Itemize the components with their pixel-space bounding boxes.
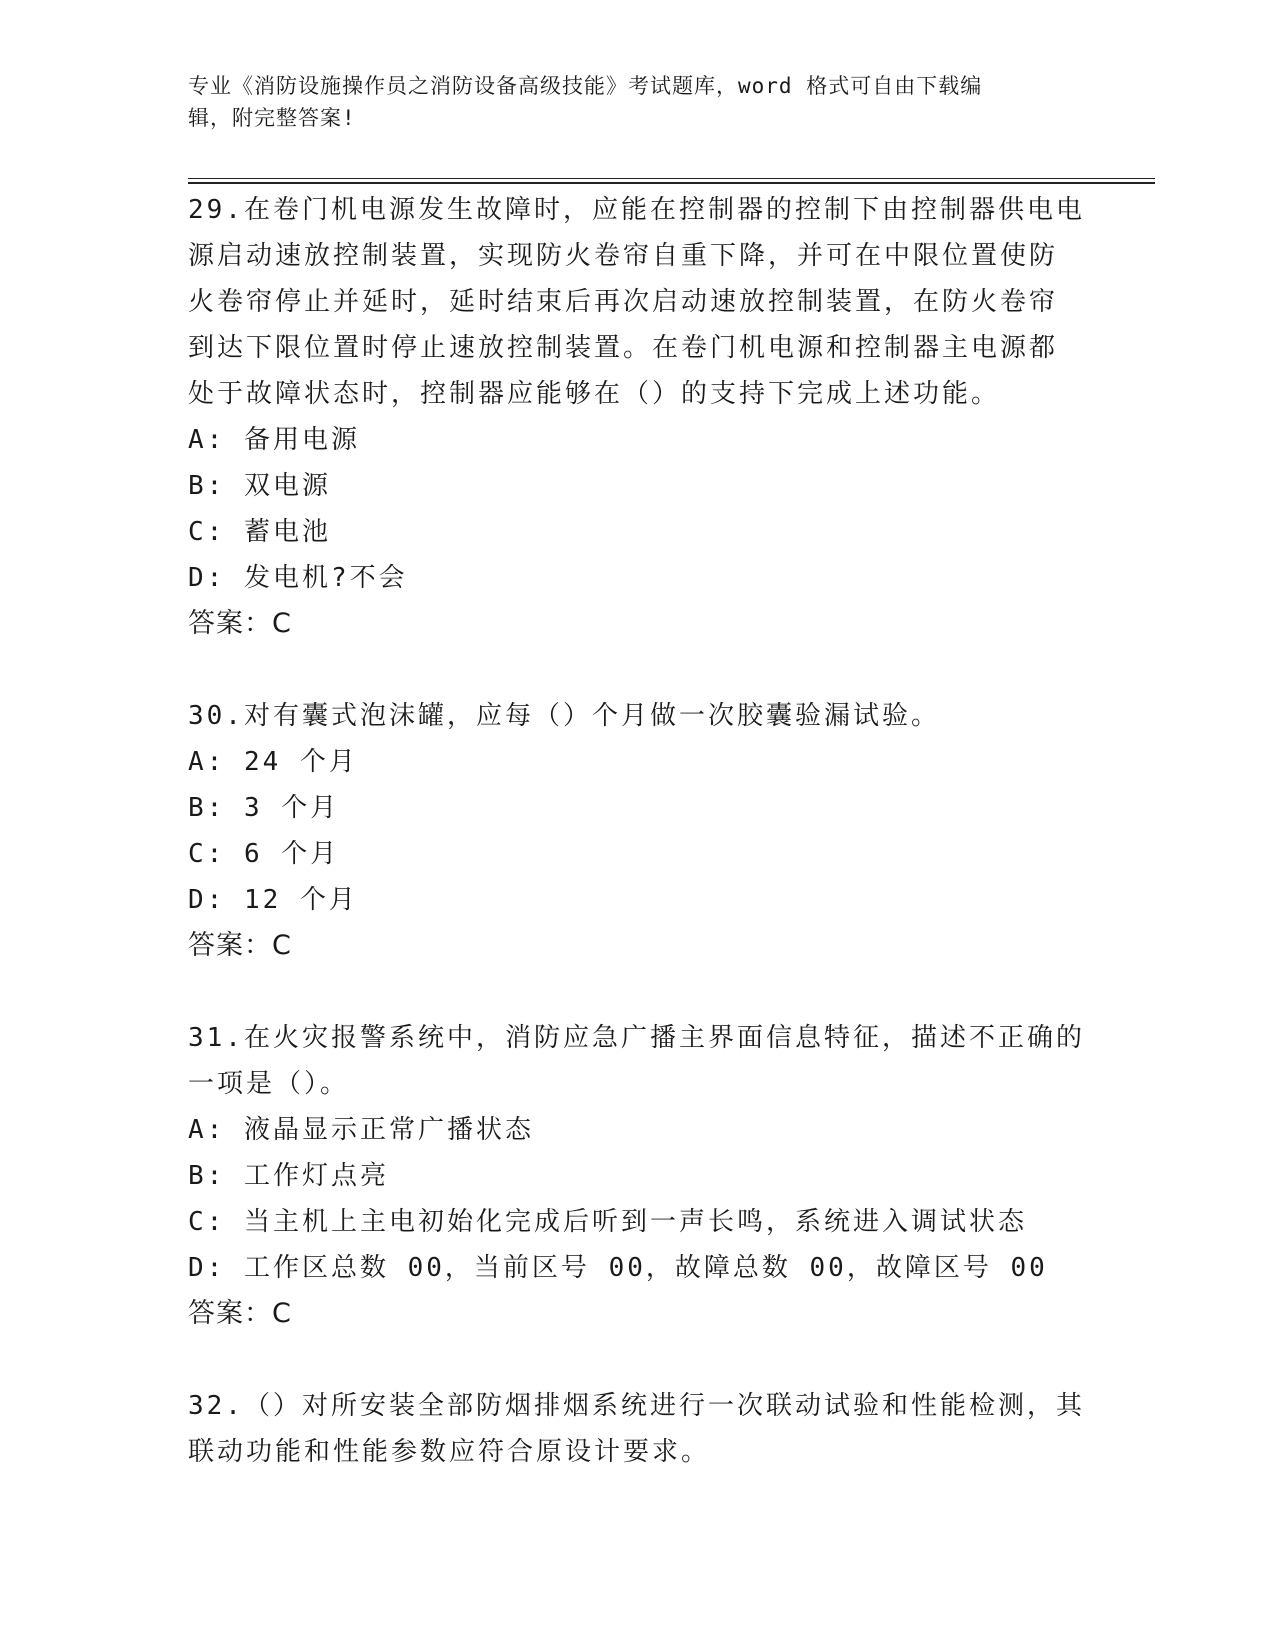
header-divider-thick	[188, 182, 1155, 184]
option-c: C: 当主机上主电初始化完成后听到一声长鸣，系统进入调试状态	[188, 1207, 1027, 1237]
question-32	[188, 1383, 1088, 1475]
option-a: A: 24 个月	[188, 747, 358, 777]
option-d: D: 12 个月	[188, 885, 358, 915]
stem-line: 处于故障状态时，控制器应能够在（）的支持下完成上述功能。	[188, 379, 1001, 409]
document-header	[188, 70, 1068, 134]
question-31	[188, 1015, 1088, 1337]
answer-line: 答案：C	[188, 930, 292, 961]
option-b: B: 3 个月	[188, 793, 340, 823]
question-list	[188, 187, 1088, 1521]
option-b: B: 工作灯点亮	[188, 1161, 389, 1191]
option-c: C: 蓄电池	[188, 517, 331, 547]
header-divider-thin	[188, 178, 1155, 179]
option-b: B: 双电源	[188, 471, 331, 501]
stem-line: 到达下限位置时停止速放控制装置。在卷门机电源和控制器主电源都	[188, 333, 1059, 363]
question-29	[188, 187, 1088, 647]
header-line-2: 辑，附完整答案!	[188, 106, 356, 130]
header-line-1: 专业《消防设施操作员之消防设备高级技能》考试题库，word 格式可自由下载编	[188, 74, 983, 98]
stem-line: 29.在卷门机电源发生故障时，应能在控制器的控制下由控制器供电电	[188, 195, 1085, 225]
answer-line: 答案：C	[188, 608, 292, 639]
stem-line: 火卷帘停止并延时，延时结束后再次启动速放控制装置，在防火卷帘	[188, 287, 1059, 317]
option-c: C: 6 个月	[188, 839, 340, 869]
option-a: A: 备用电源	[188, 425, 360, 455]
stem-line: 31.在火灾报警系统中，消防应急广播主界面信息特征，描述不正确的	[188, 1023, 1085, 1053]
stem-line: 30.对有囊式泡沫罐，应每（）个月做一次胶囊验漏试验。	[188, 701, 940, 731]
question-30	[188, 693, 1088, 969]
stem-line: 源启动速放控制装置，实现防火卷帘自重下降，并可在中限位置使防	[188, 241, 1059, 271]
question-stem	[188, 1383, 1088, 1475]
question-stem	[188, 187, 1088, 417]
question-stem	[188, 1015, 1088, 1107]
stem-line: 一项是（）。	[188, 1069, 350, 1099]
option-d: D: 发电机?不会	[188, 563, 408, 593]
option-a: A: 液晶显示正常广播状态	[188, 1115, 534, 1145]
stem-line: 联动功能和性能参数应符合原设计要求。	[188, 1437, 711, 1467]
question-stem	[188, 693, 1088, 739]
option-d: D: 工作区总数 00，当前区号 00，故障总数 00，故障区号 00	[188, 1253, 1048, 1283]
stem-line: 32.（）对所安装全部防烟排烟系统进行一次联动试验和性能检测，其	[188, 1391, 1085, 1421]
answer-line: 答案：C	[188, 1298, 292, 1329]
